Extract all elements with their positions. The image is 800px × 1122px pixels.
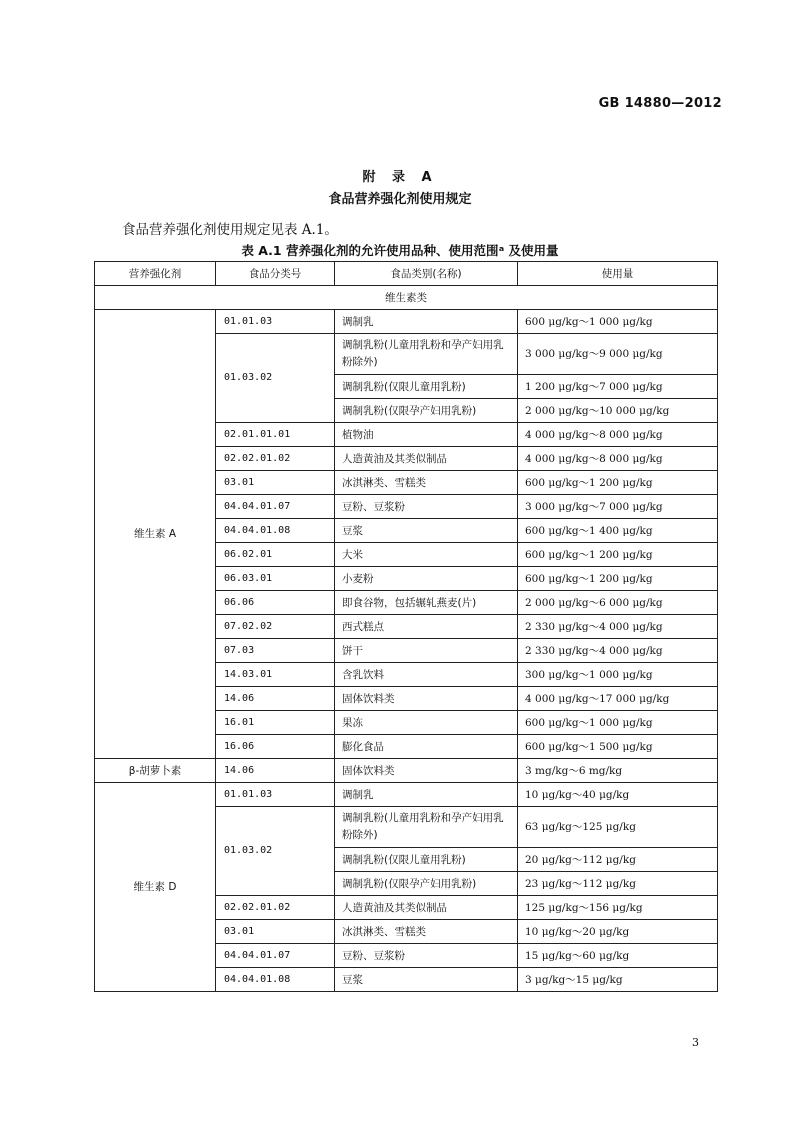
food-cell: 人造黄油及其类似制品 xyxy=(335,896,518,920)
appendix-label: 附 录 A xyxy=(362,170,438,185)
food-cell: 调制乳粉(儿童用乳粉和孕产妇用乳粉除外) xyxy=(335,807,518,848)
food-cell: 豆浆 xyxy=(335,968,518,992)
food-cell: 调制乳 xyxy=(335,310,518,334)
code-cell: 16.06 xyxy=(216,735,335,759)
amount-cell: 600 μg/kg～1 200 μg/kg xyxy=(518,567,718,591)
amount-cell: 125 μg/kg～156 μg/kg xyxy=(518,896,718,920)
amount-cell: 600 μg/kg～1 400 μg/kg xyxy=(518,519,718,543)
header-nutrient: 营养强化剂 xyxy=(95,262,216,286)
code-cell: 14.06 xyxy=(216,687,335,711)
food-cell: 果冻 xyxy=(335,711,518,735)
nutrient-cell: 维生素 D xyxy=(95,783,216,992)
food-cell: 膨化食品 xyxy=(335,735,518,759)
section-title: 维生素类 xyxy=(95,286,718,310)
fortifier-table xyxy=(94,261,718,992)
code-cell: 04.04.01.08 xyxy=(216,968,335,992)
amount-cell: 63 μg/kg～125 μg/kg xyxy=(518,807,718,848)
amount-cell: 300 μg/kg～1 000 μg/kg xyxy=(518,663,718,687)
food-cell: 植物油 xyxy=(335,423,518,447)
amount-cell: 2 000 μg/kg～6 000 μg/kg xyxy=(518,591,718,615)
code-cell: 01.03.02 xyxy=(216,334,335,423)
code-cell: 07.02.02 xyxy=(216,615,335,639)
food-cell: 调制乳粉(仅限儿童用乳粉) xyxy=(335,848,518,872)
code-cell: 04.04.01.07 xyxy=(216,944,335,968)
food-cell: 固体饮料类 xyxy=(335,759,518,783)
table-row xyxy=(95,783,718,807)
code-cell: 02.01.01.01 xyxy=(216,423,335,447)
amount-cell: 3 000 μg/kg～7 000 μg/kg xyxy=(518,495,718,519)
food-cell: 小麦粉 xyxy=(335,567,518,591)
code-cell: 03.01 xyxy=(216,471,335,495)
amount-cell: 2 000 μg/kg～10 000 μg/kg xyxy=(518,399,718,423)
header-food-name: 食品类别(名称) xyxy=(335,262,518,286)
amount-cell: 3 000 μg/kg～9 000 μg/kg xyxy=(518,334,718,375)
amount-cell: 4 000 μg/kg～8 000 μg/kg xyxy=(518,423,718,447)
amount-cell: 2 330 μg/kg～4 000 μg/kg xyxy=(518,615,718,639)
food-cell: 饼干 xyxy=(335,639,518,663)
food-cell: 调制乳 xyxy=(335,783,518,807)
amount-cell: 3 μg/kg～15 μg/kg xyxy=(518,968,718,992)
food-cell: 调制乳粉(仅限孕产妇用乳粉) xyxy=(335,399,518,423)
food-cell: 含乳饮料 xyxy=(335,663,518,687)
amount-cell: 600 μg/kg～1 200 μg/kg xyxy=(518,471,718,495)
page-number: 3 xyxy=(692,1036,699,1049)
amount-cell: 23 μg/kg～112 μg/kg xyxy=(518,872,718,896)
food-cell: 豆粉、豆浆粉 xyxy=(335,495,518,519)
food-cell: 西式糕点 xyxy=(335,615,518,639)
appendix-title: 食品营养强化剂使用规定 xyxy=(328,192,472,207)
code-cell: 07.03 xyxy=(216,639,335,663)
amount-cell: 15 μg/kg～60 μg/kg xyxy=(518,944,718,968)
amount-cell: 20 μg/kg～112 μg/kg xyxy=(518,848,718,872)
header-category-code: 食品分类号 xyxy=(216,262,335,286)
code-cell: 01.01.03 xyxy=(216,783,335,807)
food-cell: 豆粉、豆浆粉 xyxy=(335,944,518,968)
section-row xyxy=(95,286,718,310)
code-cell: 02.02.01.02 xyxy=(216,447,335,471)
amount-cell: 4 000 μg/kg～8 000 μg/kg xyxy=(518,447,718,471)
code-cell: 14.06 xyxy=(216,759,335,783)
amount-cell: 600 μg/kg～1 500 μg/kg xyxy=(518,735,718,759)
code-cell: 03.01 xyxy=(216,920,335,944)
code-cell: 02.02.01.02 xyxy=(216,896,335,920)
amount-cell: 1 200 μg/kg～7 000 μg/kg xyxy=(518,375,718,399)
amount-cell: 600 μg/kg～1 000 μg/kg xyxy=(518,310,718,334)
code-cell: 06.06 xyxy=(216,591,335,615)
food-cell: 人造黄油及其类似制品 xyxy=(335,447,518,471)
code-cell: 06.02.01 xyxy=(216,543,335,567)
amount-cell: 2 330 μg/kg～4 000 μg/kg xyxy=(518,639,718,663)
food-cell: 冰淇淋类、雪糕类 xyxy=(335,471,518,495)
amount-cell: 3 mg/kg～6 mg/kg xyxy=(518,759,718,783)
nutrient-cell: 维生素 A xyxy=(95,310,216,759)
food-cell: 调制乳粉(儿童用乳粉和孕产妇用乳粉除外) xyxy=(335,334,518,375)
food-cell: 调制乳粉(仅限孕产妇用乳粉) xyxy=(335,872,518,896)
table-row xyxy=(95,759,718,783)
amount-cell: 600 μg/kg～1 000 μg/kg xyxy=(518,711,718,735)
nutrient-cell: β-胡萝卜素 xyxy=(95,759,216,783)
food-cell: 即食谷物，包括辗轧燕麦(片) xyxy=(335,591,518,615)
amount-cell: 10 μg/kg～20 μg/kg xyxy=(518,920,718,944)
table-caption: 表 A.1 营养强化剂的允许使用品种、使用范围ᵃ 及使用量 xyxy=(241,243,559,258)
amount-cell: 4 000 μg/kg～17 000 μg/kg xyxy=(518,687,718,711)
food-cell: 大米 xyxy=(335,543,518,567)
code-cell: 04.04.01.07 xyxy=(216,495,335,519)
food-cell: 豆浆 xyxy=(335,519,518,543)
food-cell: 固体饮料类 xyxy=(335,687,518,711)
code-cell: 16.01 xyxy=(216,711,335,735)
food-cell: 冰淇淋类、雪糕类 xyxy=(335,920,518,944)
standard-number: GB 14880—2012 xyxy=(598,96,722,111)
code-cell: 14.03.01 xyxy=(216,663,335,687)
table-header-row xyxy=(95,262,718,286)
amount-cell: 10 μg/kg～40 μg/kg xyxy=(518,783,718,807)
code-cell: 01.01.03 xyxy=(216,310,335,334)
header-amount: 使用量 xyxy=(518,262,718,286)
code-cell: 01.03.02 xyxy=(216,807,335,896)
code-cell: 06.03.01 xyxy=(216,567,335,591)
food-cell: 调制乳粉(仅限儿童用乳粉) xyxy=(335,375,518,399)
intro-text: 食品营养强化剂使用规定见表 A.1。 xyxy=(122,222,338,238)
code-cell: 04.04.01.08 xyxy=(216,519,335,543)
table-row xyxy=(95,310,718,334)
amount-cell: 600 μg/kg～1 200 μg/kg xyxy=(518,543,718,567)
